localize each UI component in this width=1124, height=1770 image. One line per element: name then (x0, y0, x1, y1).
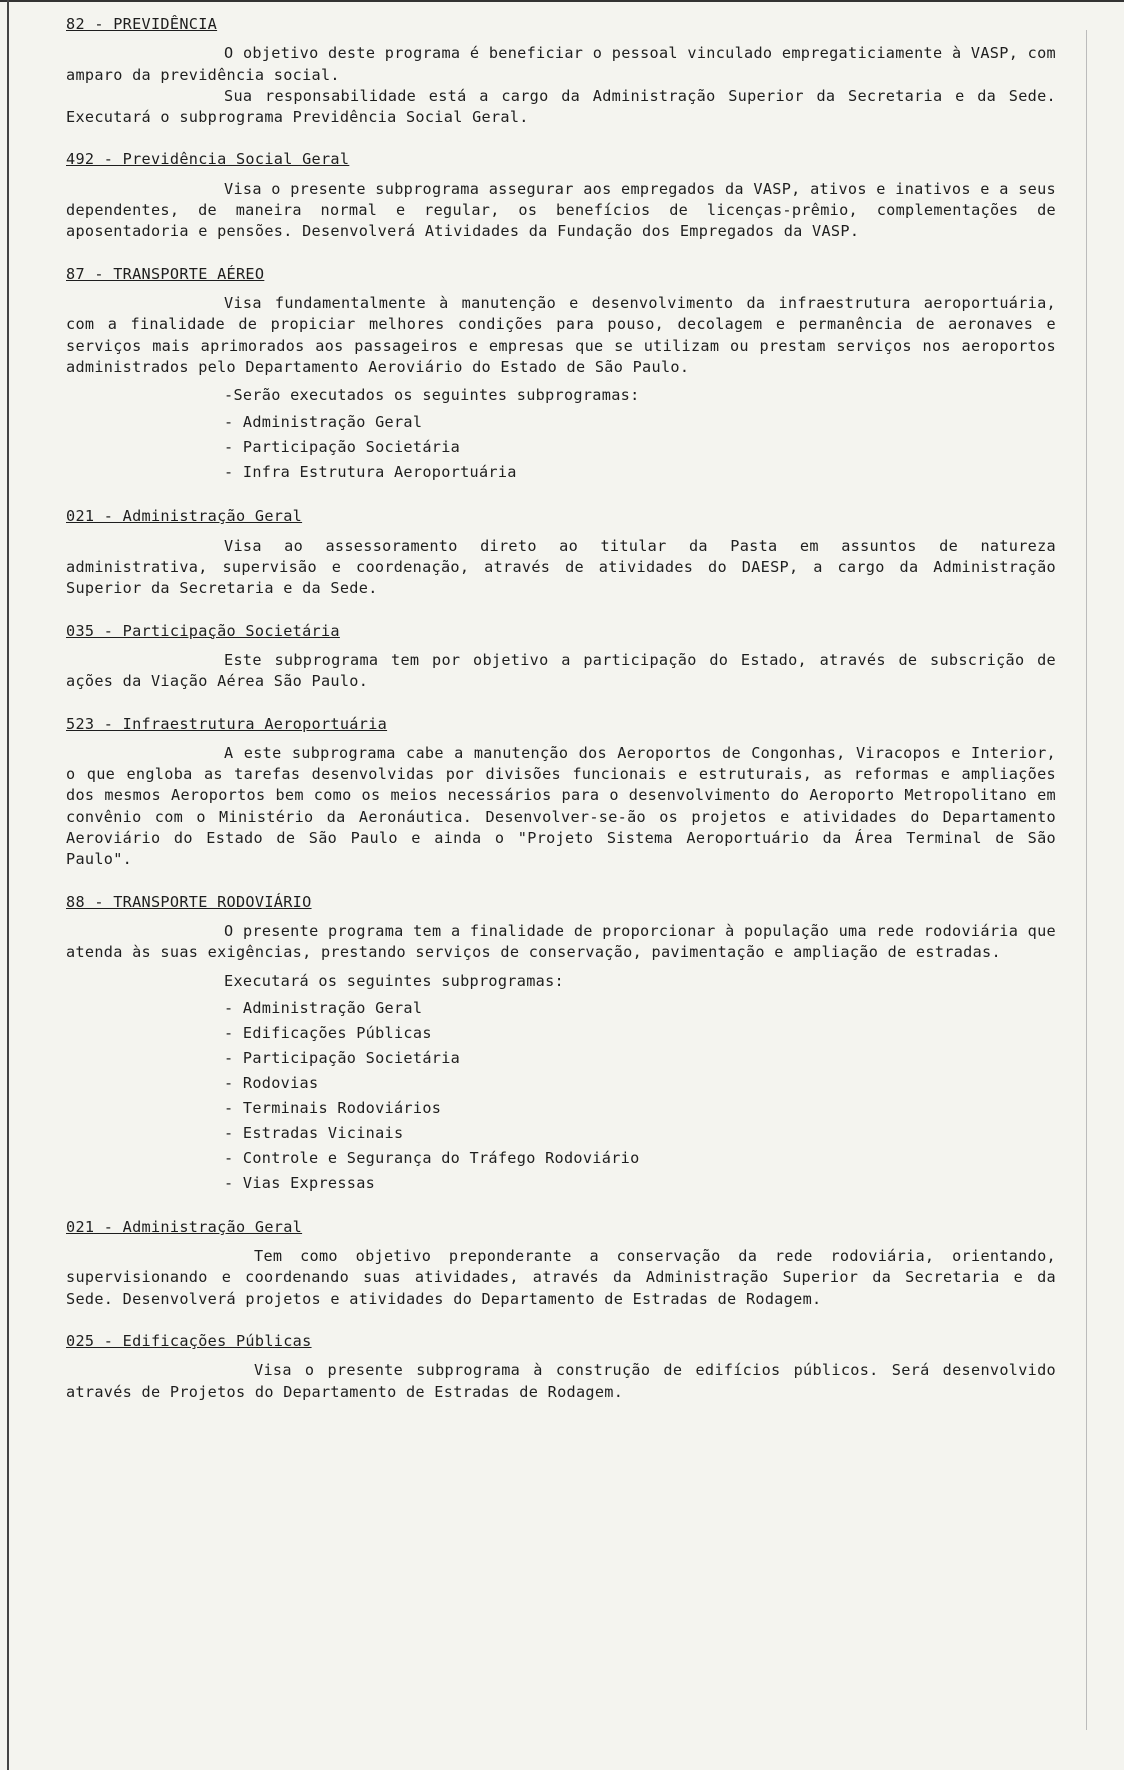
section-heading: 025 - Edificações Públicas (66, 1331, 312, 1350)
section-021-aereo (66, 506, 1056, 599)
left-border (7, 0, 9, 1770)
section-021-rodoviario (66, 1217, 1056, 1310)
list-item: - Edificações Públicas (224, 1021, 1056, 1046)
section-paragraph: A este subprograma cabe a manutenção dos Aeroportos de Congonhas, Viracopos e Interior, o que engloba as tarefas desenvolvidas por divisões funcionais e estruturais, as reformas e ampliações dos mesmos Aeroportos bem como os meios necessários para o desenvolvimento do Aeroporto Metropolitano em convênio com o Ministério da Aeronáutica. Desenvolver-se-ão os projetos e atividades do Departamento Aeroviário do Estado de São Paulo e ainda o "Projeto Sistema Aeroportuário da Área Terminal de São Paulo". (66, 743, 1056, 869)
section-paragraph: Visa ao assessoramento direto ao titular da Pasta em assuntos de natureza administrativa, supervisão e coordenação, através de atividades do DAESP, a cargo da Administração Superior da Secretaria e da Sede. (66, 536, 1056, 598)
section-heading: 88 - TRANSPORTE RODOVIÁRIO (66, 892, 312, 911)
section-88 (66, 892, 1056, 1196)
list-item: - Infra Estrutura Aeroportuária (224, 460, 1056, 485)
section-heading: 021 - Administração Geral (66, 1217, 303, 1236)
subprogram-list (224, 996, 1056, 1196)
section-035 (66, 621, 1056, 693)
document-body (66, 14, 1056, 1424)
list-item: - Controle e Segurança do Tráfego Rodoviário (224, 1146, 1056, 1171)
section-paragraph: O objetivo deste programa é beneficiar o pessoal vinculado empregaticiamente à VASP, com amparo da previdência social. (66, 44, 1056, 84)
list-item: - Terminais Rodoviários (224, 1096, 1056, 1121)
list-item: - Estradas Vicinais (224, 1121, 1056, 1146)
top-border (0, 0, 1124, 2)
section-492 (66, 149, 1056, 242)
list-item: - Rodovias (224, 1071, 1056, 1096)
list-item: - Vias Expressas (224, 1171, 1056, 1196)
list-intro: -Serão executados os seguintes subprogramas: (224, 386, 640, 405)
subprogram-list (224, 410, 1056, 485)
section-paragraph: Visa o presente subprograma à construção de edifícios públicos. Será desenvolvido através de Projetos do Departamento de Estradas de Rodagem. (66, 1361, 1056, 1401)
section-82 (66, 14, 1056, 128)
list-intro: Executará os seguintes subprogramas: (224, 971, 564, 990)
list-item: - Participação Societária (224, 435, 1056, 460)
section-paragraph: Visa fundamentalmente à manutenção e desenvolvimento da infraestrutura aeroportuária, com a finalidade de propiciar melhores condições para pouso, decolagem e permanência de aeronaves e serviços mais aprimorados aos passageiros e empresas que se utilizam ou prestam serviços nos aeroportos administrados pelo Departamento Aeroviário do Estado de São Paulo. (66, 293, 1056, 376)
list-item: - Administração Geral (224, 410, 1056, 435)
section-paragraph: Visa o presente subprograma assegurar aos empregados da VASP, ativos e inativos e a seus dependentes, de maneira normal e regular, os benefícios de licenças-prêmio, complementações de aposentadoria e pensões. Desenvolverá Atividades da Fundação dos Empregados da VASP. (66, 179, 1056, 241)
section-paragraph: Este subprograma tem por objetivo a participação do Estado, através de subscrição de ações da Viação Aérea São Paulo. (66, 650, 1056, 691)
section-heading: 523 - Infraestrutura Aeroportuária (66, 714, 388, 733)
section-paragraph: O presente programa tem a finalidade de proporcionar à população uma rede rodoviária que atenda às suas exigências, prestando serviços de conservação, pavimentação e ampliação de estradas. (66, 921, 1056, 962)
section-paragraph: Tem como objetivo preponderante a conservação da rede rodoviária, orientando, supervisionando e coordenando suas atividades, através da Administração Superior da Secretaria e da Sede. Desenvolverá projetos e atividades do Departamento de Estradas de Rodagem. (66, 1247, 1056, 1308)
right-margin-mark (1086, 30, 1087, 1730)
section-heading: 82 - PREVIDÊNCIA (66, 15, 218, 33)
list-item: - Participação Societária (224, 1046, 1056, 1071)
section-87 (66, 264, 1056, 486)
section-523 (66, 714, 1056, 871)
section-heading: 492 - Previdência Social Geral (66, 150, 350, 169)
section-paragraph: Sua responsabilidade está a cargo da Administração Superior da Secretaria e da Sede. Executará o subprograma Previdência Social Geral. (66, 86, 1056, 127)
section-heading: 035 - Participação Societária (66, 621, 340, 640)
list-item: - Administração Geral (224, 996, 1056, 1021)
section-heading: 021 - Administração Geral (66, 507, 303, 526)
section-heading: 87 - TRANSPORTE AÉREO (66, 264, 265, 283)
section-025 (66, 1331, 1056, 1403)
